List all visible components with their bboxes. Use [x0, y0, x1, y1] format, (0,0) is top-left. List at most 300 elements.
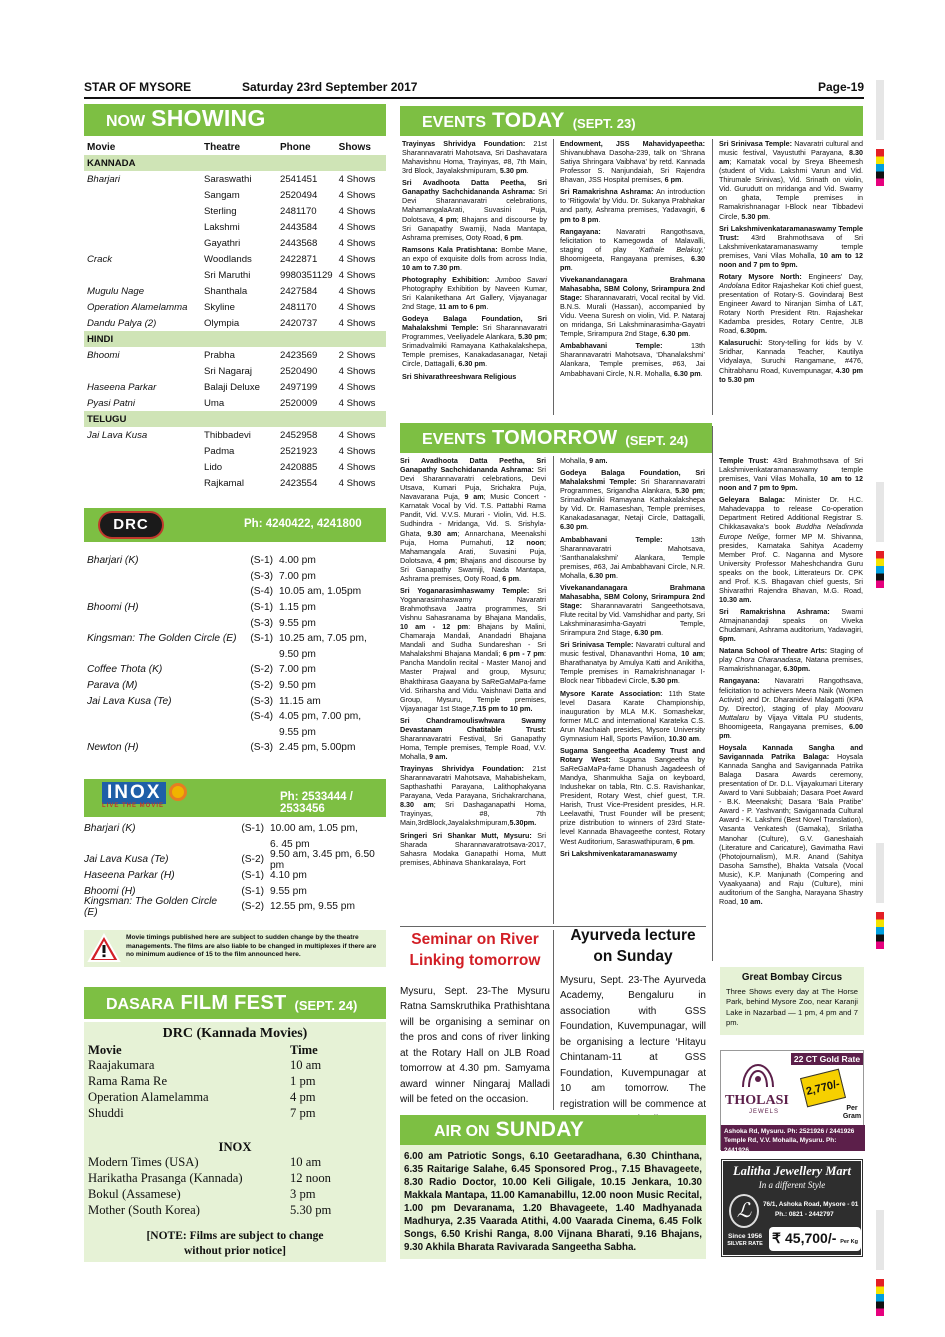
- lalitha-silver-label: SILVER RATE: [727, 1240, 763, 1247]
- table-row: [84, 299, 386, 315]
- lalitha-address: 76/1, Ashoka Road, Mysore - 01: [763, 1201, 859, 1208]
- shows-cell: 4 Shows: [338, 253, 376, 265]
- events-tomorrow-date: (SEPT. 24): [625, 433, 689, 448]
- film-time: 7 pm: [290, 1106, 316, 1120]
- shows-cell: 4 Shows: [338, 429, 376, 441]
- inox-banner: [84, 779, 386, 817]
- shows-cell: 4 Shows: [338, 205, 376, 217]
- schedule-screen: (S-1): [241, 823, 264, 835]
- movie-cell: Pyasi Patni: [87, 397, 135, 409]
- schedule-movie: Parava (M): [87, 680, 138, 692]
- dasara-title-b: FILM FEST: [180, 992, 287, 1014]
- masthead: [84, 78, 864, 96]
- ayurveda-headline: [560, 926, 706, 968]
- schedule-times: 1.15 pm: [279, 602, 316, 614]
- air-title-c: SUNDAY: [495, 1118, 585, 1141]
- notice-text: Movie timings published here are subject to sudden change by the theatre managements. The films are also liable to be changed in multiplexes if there are no minimum audience of 15 to the film announced here.: [126, 934, 377, 959]
- event-item: Ambabhavani Temple: 13th Sharannavaratri Mahotsava, ‘Dhanalakshmi’ Alankara, Temple premises, #63, Jai Ambabhavani Circle, N.R. Mohalla, 6.30 pm.: [560, 341, 705, 378]
- event-item: Trayinyas Shrividya Foundation: 21st Sharannavaratri Mahotsava, Mahabishekam, Sapthashathi Parayana, Lalithophakyana Parayana, Veda Parayana, Srichakrarchana, 8.30 am; Sri Dashaganapathi Homa, Trayinyas, #8, 7th Main,3rdBlock,Jayalakshmipuram,5.30pm.: [400, 764, 547, 828]
- schedule-row: [84, 868, 386, 884]
- gold-rate-value: 2,770/-: [804, 1078, 842, 1098]
- schedule-screen: (S-1): [241, 885, 264, 897]
- event-item: Sri Lakshmivenkataramanaswamy: [560, 848, 678, 858]
- events-tomorrow-col-1: [400, 456, 546, 926]
- phone-cell: 2420885: [280, 461, 318, 473]
- event-item: Sri Chandramouliswhwara Swamy Devastanam Chatitable Trust: Sharannavaratri Festival, Sri Ganapathy Homa, Temple premises, Temple Road, V.V. Mohalla, 9 am.: [400, 715, 546, 761]
- shows-cell: 4 Shows: [338, 445, 376, 457]
- phone-cell: 2427584: [280, 285, 318, 297]
- event-item: Godeya Balaga Foundation, Sri Mahalakshmi Temple: Sri Sharannavaratri Programmes, Veeliyadele Alankara, 5.30 pm; Srimadvalmiki Ramayana Kathakalakshepa, Temple premises, Kanakadasanagar, Netaji Circle, Dattagalli, 6.30 pm.: [402, 314, 547, 369]
- gold-rate-per: Per Gram: [842, 1105, 862, 1121]
- drc-schedule: [87, 553, 387, 756]
- gold-rate-badge: [800, 1069, 846, 1108]
- events-tomorrow-col-3: [719, 456, 863, 961]
- schedule-screen: (S-4): [250, 586, 273, 598]
- tholasi-brand: THOLASI: [725, 1093, 789, 1108]
- table-row: [84, 443, 386, 459]
- tholasi-brand-sub: JEWELS: [749, 1109, 780, 1115]
- seminar-headline-line-2: Linking tomorrow: [409, 951, 541, 969]
- events-tomorrow-title-a: EVENTS: [422, 431, 487, 448]
- circus-body: Three Shows every day at The Horse Park, behind Mysore Zoo, near Karanji Lake in Nazarbad — 1 pm, 4 pm and 7 pm.: [726, 987, 858, 1027]
- table-row: [84, 203, 386, 219]
- inox-sun-icon: [169, 783, 187, 801]
- movie-cell: [84, 459, 201, 475]
- language-row: [84, 411, 386, 427]
- theatre-cell: Prabha: [204, 349, 235, 361]
- phone-cell: 2423554: [280, 477, 318, 489]
- event-item: Endowment, JSS Mahavidyapeetha: Shivanubhava Dasoha-239, talk on ‘Shrana Satiya Shringara Vaibhava’ by retd. Kannada Professor S. Nanjundaiah, Sri Rajendra Bhavan, JSS Hospital premises, 6 pm.: [560, 139, 705, 185]
- movie-cell: [84, 363, 201, 379]
- schedule-row: [87, 678, 387, 694]
- schedule-screen: (S-1): [250, 633, 273, 645]
- dasara-title-a: DASARA: [106, 996, 175, 1013]
- col-movie: Movie: [87, 141, 116, 153]
- schedule-row: [84, 848, 386, 871]
- color-register-strip: [876, 843, 884, 903]
- theatre-cell: Gayathri: [204, 237, 241, 249]
- dasara-inox-list: [84, 1155, 386, 1219]
- dasara-note-line-1: [NOTE: Films are subject to change: [146, 1230, 324, 1242]
- schedule-times: 9.55 pm: [270, 885, 307, 897]
- theatre-cell: Lido: [204, 461, 223, 473]
- dasara-col-time: Time: [290, 1043, 318, 1057]
- event-item: Photography Exhibition: Jumboo Savari Photography Exhibition by Naveen Kumar, Sri Kalanikethana Art Gallery, Vijayanagar 2nd Stage, 11 am to 6 pm.: [402, 274, 548, 312]
- film-time: 12 noon: [290, 1171, 331, 1185]
- table-row: [84, 379, 386, 395]
- film-row: [84, 1171, 386, 1187]
- col-divider: [712, 139, 713, 415]
- col-divider: [553, 930, 554, 1110]
- movie-cell: [84, 267, 201, 283]
- events-tomorrow-title-b: TOMORROW: [492, 427, 618, 449]
- phone-cell: 2443568: [280, 237, 318, 249]
- film-row: [84, 1187, 386, 1203]
- film-time: 10 am: [290, 1058, 322, 1072]
- dasara-banner: [84, 987, 386, 1019]
- shows-cell: 4 Shows: [338, 285, 376, 297]
- col-phone: Phone: [280, 141, 311, 153]
- theatre-cell: Shanthala: [204, 285, 248, 297]
- table-row: [84, 475, 386, 491]
- shows-cell: 4 Shows: [338, 173, 376, 185]
- col-theatre: Theatre: [204, 141, 241, 153]
- events-today-col-2: [560, 139, 705, 417]
- movie-cell: Dandu Palya (2): [87, 317, 157, 329]
- now-showing-title: SHOWING: [151, 105, 266, 131]
- phone-cell: 2423569: [280, 349, 318, 361]
- schedule-row: [87, 647, 387, 663]
- movie-cell: Crack: [87, 253, 113, 265]
- dasara-note: [84, 1229, 386, 1259]
- movie-cell: [84, 203, 201, 219]
- col-divider: [553, 139, 554, 415]
- movie-cell: Mugulu Nage: [87, 285, 145, 297]
- film-title: Operation Alamelamma: [88, 1090, 209, 1104]
- event-item: Sri Avadhoota Datta Peetha, Sri Ganapathy Sachchidananda Ashrama: Sri Devi Sharannavaratri celebrations, MahamangalaArati, Suvasini Puja, Dolotsava, 4 pm; Bhajans and discourse by Sri Ganapathy Swamiji, Nada Mantapa, Ashrama premises, Ooty Road, 6 pm.: [402, 178, 547, 242]
- warning-icon: [88, 934, 120, 962]
- theatre-cell: Balaji Deluxe: [204, 381, 260, 393]
- lalitha-since-text: Since 1956: [727, 1233, 763, 1240]
- dasara-note-line-2: without prior notice]: [183, 1244, 286, 1257]
- phone-cell: 2481170: [280, 301, 317, 313]
- circus-box: [720, 967, 864, 1035]
- dasara-date: (SEPT. 24): [294, 998, 358, 1013]
- event-item: Geleyara Balaga: Minister Dr. H.C. Mahadevappa to release Co-operation Department Retired Additional Registrar S. Chikkasavaka’s book Buddha Neladinnda Europe Nelige, former MP M. Shivanna, presides, Karnataka Sahitya Academy Member Prof. C. Naganna and Mysore University Professor Maheshchandra Guru speaks on the book, Litterateurs Dr. CPK and Prof. K.S. Bhagavan chief guests, Sri Shivarathri Rajendra Bhavan, M.G. Road, 10.30 am.: [719, 495, 863, 604]
- event-item: Rangayana: Navaratri Rangothsava, felicitation to Kamegowda of Malavalli, staging of play ‘Kathale Belakuy,’ Bhoomigeeta, Rangayana premises, 6.30 pm.: [560, 226, 705, 272]
- table-row: [84, 395, 386, 411]
- schedule-screen: (S-3): [250, 695, 273, 707]
- lalitha-phone: Ph.: 0821 - 2442797: [775, 1211, 834, 1218]
- lalitha-slogan: In a different Style: [758, 1180, 826, 1190]
- events-today-title-b: TODAY: [492, 109, 565, 132]
- film-title: Rama Rama Re: [88, 1074, 168, 1088]
- silver-rate-badge: [769, 1227, 861, 1251]
- movie-cell: Haseena Parkar: [87, 381, 157, 393]
- schedule-times: 4.05 pm, 7.00 pm,: [279, 711, 362, 723]
- film-title: Shuddi: [88, 1106, 124, 1120]
- schedule-screen: (S-1): [241, 870, 264, 882]
- lalitha-logo: ℒ: [729, 1194, 759, 1228]
- issue-date: Saturday 23rd September 2017: [242, 80, 418, 94]
- ayurveda-article: [560, 926, 706, 1143]
- events-tomorrow-banner: [400, 423, 712, 453]
- schedule-times: 10.05 am, 1.05pm: [279, 586, 362, 598]
- table-row: [84, 235, 386, 251]
- schedule-row: [87, 553, 387, 569]
- phone-cell: 2443584: [280, 221, 318, 233]
- air-panel: [400, 1145, 706, 1259]
- schedule-row: [87, 693, 387, 709]
- language-row: [84, 331, 386, 347]
- schedule-screen: (S-3): [250, 570, 273, 582]
- schedule-screen: (S-3): [250, 742, 273, 754]
- theatre-cell: Woodlands: [204, 253, 252, 265]
- event-item: Ambabhavani Temple: 13th Sharannavaratri Mahotsava, ‘Santhanalakshmi’ Alankara, Temple premises, #63, Jai Ambabhavani Circle, N.R. Mohalla, 6.30 pm.: [560, 534, 705, 580]
- schedule-row: [87, 615, 387, 631]
- dasara-drc-list: [84, 1058, 386, 1122]
- shows-cell: 4 Shows: [338, 189, 376, 201]
- now-showing-table: [84, 139, 386, 491]
- event-item: Natana School of Theatre Arts: Staging of play Chora Charanadasa, Natana premises, Ramakrishnanagar, 6.30pm.: [719, 646, 863, 674]
- schedule-movie: Bhoomi (H): [84, 885, 136, 897]
- schedule-times: 12.55 pm, 9.55 pm: [270, 901, 355, 913]
- movie-cell: [84, 187, 201, 203]
- inox-schedule: [84, 821, 386, 918]
- phone-cell: 9980351129: [280, 269, 333, 281]
- schedule-row: [87, 569, 387, 585]
- schedule-row: [87, 584, 387, 600]
- events-today-title-a: EVENTS: [422, 114, 487, 131]
- events-today-col-1: [402, 139, 547, 417]
- schedule-times: 9.55 pm: [279, 617, 316, 629]
- theatre-cell: Lakshmi: [204, 221, 240, 233]
- schedule-movie: Jai Lava Kusa (Te): [87, 695, 172, 707]
- peacock-icon: [739, 1061, 777, 1091]
- shows-cell: 4 Shows: [338, 221, 376, 233]
- movie-cell: [84, 443, 201, 459]
- schedule-row: [84, 821, 386, 837]
- movie-cell: Bharjari: [87, 173, 121, 185]
- events-today-col-3: [719, 139, 863, 417]
- table-row: [84, 219, 386, 235]
- event-item: Rotary Mysore North: Engineers’ Day, Andolana Editor Rajashekar Koti chief guest, presentation of Rotary-S. Govindaraj Best Engineer Award to Niranjan Simha of L&T, Rotary North President Rtn. Rajashekar Kadamba presides, Rotary Centre, JLB Road, 6.30pm.: [719, 271, 864, 336]
- film-title: Bokul (Assamese): [88, 1187, 181, 1201]
- color-register-strip: [876, 80, 884, 140]
- schedule-movie: Coffee Thota (K): [87, 664, 163, 676]
- schedule-times: 7.00 pm: [279, 664, 316, 676]
- air-programme: 6.00 am Patriotic Songs, 6.10 Geetaradhana, 6.30 Chinthana, 6.35 Raitarige Salahe, 6.45 Sponsored Prog., 7.15 Bhavageete, 8.30 Radio Doctor, 10.00 Keli Giligale, 10.15 Jenkara, 10.30 Makkala Mantapa, 11.00 Kamanabillu, 12.00 noon Music Recital, 1.00 pm Devaranama, 1.20 Bhavageete, 1.40 Madhyanada Madhurya, 2.35 Vaarada Atithi, 4.00 Vaarada Cinema, 6.45 Folk Songs, 6.50 Krishi Ranga, 8.00 Vijnana Bharati, 9.16 Bhajans, 9.30 Akhila Bharata Ravivarada Sangeetha Sabha.: [404, 1151, 702, 1254]
- gold-rate-label: 22 CT Gold Rate: [791, 1053, 863, 1065]
- schedule-times: 9.50 am, 3.45 pm, 6.50 pm: [270, 848, 375, 871]
- drc-logo: [98, 511, 164, 539]
- tholasi-emblem: [739, 1061, 777, 1091]
- air-title-a: AIR: [434, 1123, 462, 1140]
- drc-phone: Ph: 4240422, 4241800: [244, 518, 362, 530]
- shows-cell: 4 Shows: [338, 477, 376, 489]
- schedule-row: [87, 725, 387, 741]
- inox-tagline: LIVE THE MOVIE: [102, 803, 165, 809]
- schedule-screen: (S-2): [250, 664, 273, 676]
- table-row: [84, 347, 386, 363]
- film-time: 4 pm: [290, 1090, 316, 1104]
- silver-rate-value: 45,700/-: [785, 1230, 837, 1246]
- schedule-screen: (S-2): [241, 901, 264, 913]
- phone-cell: 2452958: [280, 429, 318, 441]
- shows-cell: 4 Shows: [338, 461, 376, 473]
- film-title: Raajakumara: [88, 1058, 155, 1072]
- phone-cell: 2541451: [280, 173, 318, 185]
- now-showing-banner: [84, 104, 386, 136]
- phone-cell: 2521923: [280, 445, 318, 457]
- schedule-times: 9.50 pm: [279, 680, 316, 692]
- now-showing-table-wrap: [84, 139, 386, 491]
- phone-cell: 2497199: [280, 381, 318, 393]
- schedule-movie: Bhoomi (H): [87, 602, 139, 614]
- language-label: HINDI: [84, 331, 386, 347]
- phone-cell: 2422871: [280, 253, 318, 265]
- schedule-times: 7.00 pm: [279, 570, 316, 582]
- schedule-row: [87, 709, 387, 725]
- inox-logo: [102, 782, 187, 809]
- table-row: [84, 267, 386, 283]
- schedule-times: 2.45 pm, 5.00pm: [279, 742, 356, 754]
- movie-cell: Jai Lava Kusa: [87, 429, 148, 441]
- event-item: Rangayana: Navaratri Rangothsava, felicitation to achievers Meera Naik (Women Activist) and Dr. Dharanidevi Malagatti (KPA Dy. Director), staging of play Moovaru Muttalaru by Vijaya Vittala PU students, Bhoomigeeta, Rangayana premises, 6.00 pm.: [719, 676, 863, 740]
- table-row: [84, 427, 386, 443]
- film-row: [84, 1074, 386, 1090]
- theatre-cell: Sri Maruthi: [204, 269, 251, 281]
- ayurveda-body: Mysuru, Sept. 23-The Ayurveda Academy, Bengaluru in association with GSS Foundation, Kuvempunagar, will be organising a lecture ‘Hitayu Chintanam-11 at GSS Foundation, Kuvempunagar at 10 am tomorrow. The registration will be commence at: [560, 974, 706, 1110]
- film-row: [84, 1203, 386, 1219]
- event-item: Mohalla, 9 am.: [560, 456, 608, 465]
- dasara-col-header: [84, 1043, 386, 1058]
- now-showing-title-small: NOW: [106, 113, 146, 130]
- events-tomorrow-col-2: [560, 456, 705, 926]
- table-header-row: [84, 139, 386, 155]
- color-register-strip: [876, 1210, 884, 1270]
- language-label: TELUGU: [84, 411, 386, 427]
- tholasi-address-1: Ashoka Rd, Mysuru. Ph: 2521926 / 2441926: [724, 1128, 855, 1135]
- event-item: Trayinyas Shrividya Foundation: 21st Sharannavaratri Mahotsava, Sri Dashavatara Mahavishnu Homa, Trayinyas, #8, 7th Main, 3rd Block, Jayalakshmipuram, 5.30 pm.: [402, 139, 547, 176]
- drc-banner: [84, 508, 386, 542]
- phone-cell: 2420737: [280, 317, 318, 329]
- film-row: [84, 1155, 386, 1171]
- schedule-screen: (S-2): [241, 854, 264, 866]
- schedule-times: 11.15 am: [279, 695, 321, 707]
- schedule-movie: Kingsman: The Golden Circle (E): [87, 633, 237, 645]
- theatre-cell: Sangam: [204, 189, 240, 201]
- schedule-times: 4.00 pm: [279, 555, 316, 567]
- air-title-b: ON: [465, 1123, 490, 1140]
- movie-cell: Bhoomi: [87, 349, 120, 361]
- film-row: [84, 1090, 386, 1106]
- shows-cell: 4 Shows: [338, 397, 376, 409]
- movie-cell: [84, 219, 201, 235]
- schedule-movie: Newton (H): [87, 742, 139, 754]
- event-item: Vivekanandanagara Brahmana Mahasabha, SBM Colony, Srirampura 2nd Stage: Sharannavaratri Sangeethotsava, Flute recital by Vid. Vamshidhar and party, Sri Lakshminarasimha-Gayatri Temple, Srirampura 2nd Stage, 6.30 pm.: [560, 582, 706, 638]
- event-item: Sri Avadhoota Datta Peetha, Sri Ganapathy Sachchidananda Ashrama: Sri Devi Sharannavaratri celebrations, Devi Utsava, Kumari Puja, Srichakra Puja, Navavarana Puja, 9 am; Music Concert - Karnatak Vocal by Vid. T.S. Pattabhi Rama Pandit, Vid. V.V.S. Murari - Violin, Vid. H.S. Sudhindra - Mridanga, Vid. S. Srishyla- Ghata, 9.30 am; Annarchana, Meenakshi Puja, Homa Purnahuti, 12 noon; Mahamangala Arati, Suvasini Puja, Dolotsava, 4 pm; Bhajans and discourse by Sri Ganapathy Swamiji, Nada Mantapa, Ashrama premises, Ooty Road, 6 pm.: [400, 456, 546, 583]
- theatre-cell: Padma: [204, 445, 235, 457]
- event-item: Vivekanandanagara Brahmana Mahasabha, SBM Colony, Srirampura 2nd Stage: Sharannavaratri, Vocal recital by Vid. B.N.S. Murali (Hassan), accompanied by Vidu. Veena Suresh on violin, Vid. P. Nataraj on mridanga, Sri Lakshminarasimha-Gayatri Temple, Srirampura 2nd Stage, 6.30 pm.: [560, 274, 705, 339]
- circus-title: Great Bombay Circus: [741, 972, 843, 983]
- film-time: 10 am: [290, 1155, 322, 1169]
- seminar-headline: [400, 930, 550, 972]
- shows-cell: 4 Shows: [338, 237, 376, 249]
- event-item: Sringeri Sri Shankar Mutt, Mysuru: Sri Sharada Sharannavaratrotsava-2017, Sahasra Modaka Ganapathi Homa, Mutt premises, Abhinava Shankaralaya, Fort: [400, 830, 547, 867]
- event-item: Sri Ramakrishna Ashrama: Swami Atmajnanandaji speaks on Viveka Chudamani, Ashrama auditorium, Yadavagiri, 6pm.: [719, 607, 863, 644]
- schedule-movie: Bharjari (K): [87, 555, 139, 567]
- col-divider: [553, 456, 554, 924]
- col-shows: Shows: [338, 141, 371, 153]
- table-row: [84, 251, 386, 267]
- event-item: Sri Srinivasa Temple: Navaratri cultural and music festival, Vayustuthi Parayana, 8.30 am; Karnatak vocal by Sreya Bheemesh (student of Vidu. Lakshmi Varun and Vid. Thirumale Srinivas), Vid. Srinath on violin, Vid. Gurudutt on mridanga and Vid. Swamy on ghata, Temple premises in Ramakrishnanagar I-Block near Tibbadevi Circle, 5.30 pm.: [719, 139, 863, 221]
- notice-box: [84, 930, 386, 967]
- event-item: Kalasuruchi: Story-telling for kids by V. Sridhar, Kannada Teacher, Kautilya Vidyalaya, Suruchi Rangamane, #476, Chitrabhanu Road, Kuvempunagar, 4.30 pm to 5.30 pm: [719, 338, 863, 384]
- air-banner: [400, 1115, 706, 1145]
- schedule-times: 9.55 pm: [279, 726, 316, 738]
- theatre-cell: Sterling: [204, 205, 237, 217]
- schedule-row: [87, 740, 387, 756]
- event-item: Sri Srinivasa Temple: Navaratri cultural and music festival, Dhanavanthri Homa, 10 am; Bharathanatya by Amulya Katti and Anikitha, Temple premises in Ramakrishnanagar I-Block near Tibbadevi Circle, 5.30 pm.: [560, 640, 706, 686]
- schedule-times: 10.25 am, 7.05 pm,: [279, 633, 367, 645]
- page-number: Page-19: [817, 80, 864, 94]
- dasara-panel: [84, 1022, 386, 1262]
- theatre-cell: Skyline: [204, 301, 235, 313]
- drc-logo-text: DRC: [113, 516, 149, 533]
- shows-cell: 4 Shows: [338, 317, 376, 329]
- shows-cell: 4 Shows: [338, 269, 376, 281]
- schedule-times: 10.00 am, 1.05 pm,: [270, 823, 358, 835]
- schedule-movie: Kingsman: The Golden Circle (E): [84, 895, 218, 918]
- schedule-movie: Haseena Parkar (H): [84, 870, 175, 882]
- schedule-movie: Bharjari (K): [84, 823, 136, 835]
- theatre-cell: Sri Nagaraj: [204, 365, 252, 377]
- shows-cell: 4 Shows: [338, 301, 376, 313]
- inox-phone: Ph: 2533444 / 2533456: [280, 791, 353, 815]
- film-time: 1 pm: [290, 1074, 316, 1088]
- table-row: [84, 363, 386, 379]
- event-item: Hoysala Kannada Sangha and Savigannada Patrika Balaga: Hoysala Kannada Sangha and Savigannada Patrika Balaga Dasara Awards ceremony, presentation of Dr. D.L. Vijayakumari Literary Award to Vani Subbaiah; Dasara Poet Award - B.K. Meenakshi; Dasara ‘Bala Pratibe’ Award - P. Yashvanth; Savigannada Cultural Award - K. Lakshmi (Best Novel Translation), Vasanta Venkatesh (Gamaka), Srilatha Manohar (Culture), G.V. Ganeshaiah (Literature and Caricature), Gavimatha Ravi (Photojournalism), M.R. Anand (Sahitya Dasoha Samsthe), Bhakta Vatsala (Vocal Music), K.P. Manjunath (Compering and Vyaakyaana) and Raju (Culture), mini auditorium of the Sangha, Narayana Shastry Road, 10 am.: [719, 742, 863, 906]
- events-today-date: (SEPT. 23): [572, 116, 636, 131]
- theatre-cell: Rajkamal: [204, 477, 244, 489]
- inox-logo-text: INOX: [102, 782, 166, 804]
- event-item: Ramsons Kala Pratishtana: Bombe Mane, an expo of exquisite dolls from across India, 10 am to 7.30 pm.: [402, 244, 547, 272]
- shows-cell: 4 Shows: [338, 381, 376, 393]
- schedule-screen: (S-1): [250, 602, 273, 614]
- color-register-strip: [876, 542, 884, 588]
- event-item: Mysore Karate Association: 11th State level Dasara Karate Championship, inauguration by MLA M.K. Somashekar, former MLC and international Karateka C.S. Arun Machaiah presides, Mysore University Gymnasium Hall, Sports Pavilion, 10.30 am.: [560, 688, 706, 743]
- color-register-strip: [876, 482, 884, 542]
- theatre-cell: Saraswathi: [204, 173, 252, 185]
- phone-cell: 2520490: [280, 365, 318, 377]
- seminar-headline-line-1: Seminar on River: [411, 931, 539, 948]
- table-row: [84, 171, 386, 187]
- shows-cell: 4 Shows: [338, 365, 376, 377]
- silver-rate-per: Per Kg: [840, 1239, 858, 1245]
- header-rule: [84, 97, 864, 99]
- film-title: Harikatha Prasanga (Kannada): [88, 1171, 243, 1185]
- movie-cell: Operation Alamelamma: [87, 301, 188, 313]
- language-label: KANNADA: [84, 155, 386, 171]
- event-item: Sri Ramakrishna Ashrama: An introduction to ‘Ritigowla’ by Vidu. Dr. Sukanya Prabhakar and party, Ashrama premises, Yadavagiri, 6 pm to 8 pm.: [560, 187, 705, 224]
- col-divider: [712, 426, 713, 961]
- event-item: Sri Yoganarasimhaswamy Temple: Sri Yoganarasimhaswamy Navaratri Brahmothsava Jaatra programmes, Sri Vishnu Sahasranama by Bhajana Mandalis, 10 am - 12 pm: Bhajans by Malini, Chamaraja Mandali, Anandadri Bhajana Mandali and Sudha Sundareshan - Sri Mahalakshmi Bhajana Mandali; 6 pm - 7 pm: Pancha Mandolin recital - Master Manoj and Master Prajwal and group, Mysuru; Bhakthirasa Gaayana by SaReGaMaPa-fame Vid. Sriharsha and Vidu. Vaishnavi Datta and Group, Mysuru, Temple premises, Vijayanagar 1st Stage,7.15 pm to 10 pm.: [400, 585, 546, 713]
- color-register-strip: [876, 903, 884, 949]
- dasara-inox-heading: INOX: [218, 1140, 252, 1154]
- events-today-banner: [400, 106, 863, 136]
- schedule-times: 6. 45 pm: [270, 838, 310, 850]
- table-row: [84, 187, 386, 203]
- ayurveda-headline-line-2: on Sunday: [593, 947, 673, 965]
- schedule-times: 9.50 pm: [279, 648, 316, 660]
- theatre-cell: Thibbadevi: [204, 429, 251, 441]
- phone-cell: 2520494: [280, 189, 318, 201]
- film-title: Modern Times (USA): [88, 1155, 199, 1169]
- schedule-movie: Jai Lava Kusa (Te): [84, 854, 169, 866]
- theatre-cell: Uma: [204, 397, 225, 409]
- schedule-screen: (S-2): [250, 680, 273, 692]
- phone-cell: 2520009: [280, 397, 318, 409]
- rupee-icon: ₹: [772, 1230, 781, 1246]
- schedule-times: 4.10 pm: [270, 870, 307, 882]
- schedule-screen: (S-1): [250, 555, 273, 567]
- tholasi-address: [721, 1125, 865, 1154]
- schedule-row: [87, 662, 387, 678]
- event-item: Sri Lakshmivenkataramanaswamy Temple Trust: 43rd Brahmothsava of Sri Lakshmivenkataramanaswamy temple premises, Vani Vilas Mohalla, 10 am to 12 noon and 7 pm to 9pm.: [719, 223, 864, 269]
- paper-name: STAR OF MYSORE: [84, 80, 192, 94]
- language-row: [84, 155, 386, 171]
